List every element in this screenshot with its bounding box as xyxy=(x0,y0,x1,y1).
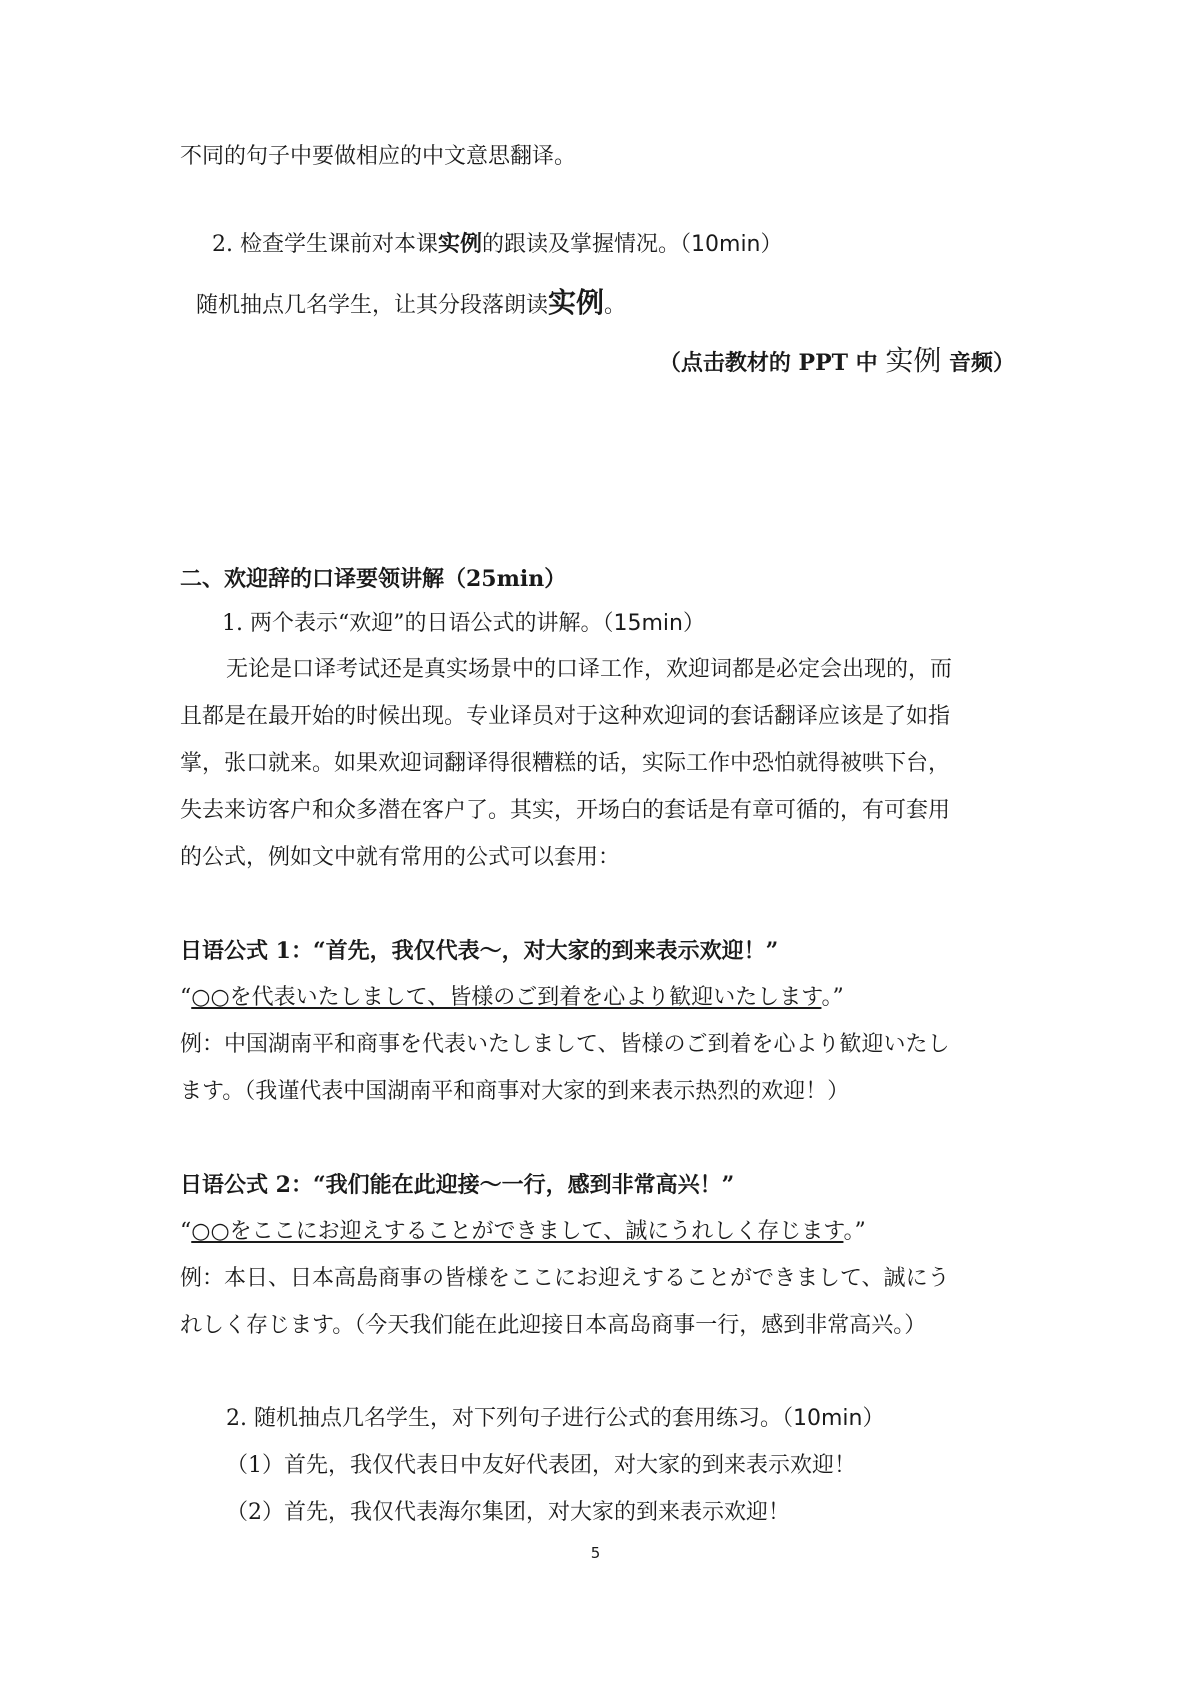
formula-1-example-line: 例：中国湖南平和商事を代表いたしまして、皆様のご到着を心より歓迎いたし xyxy=(180,1032,950,1057)
formula-1-japanese-text: ○○を代表いたしまして、皆様のご到着を心より歓迎いたします xyxy=(191,985,822,1010)
ppt-audio-note-keyword: 实例 xyxy=(885,344,942,377)
paragraph-continuation: 不同的句子中要做相应的中文意思翻译。 xyxy=(180,144,577,169)
formula-1-open-quote: “ xyxy=(180,985,192,1010)
paragraph-line: 无论是口译考试还是真实场景中的口译工作，欢迎词都是必定会出现的，而 xyxy=(226,657,953,682)
exercise-item: （1）首先，我仅代表日中友好代表团，对大家的到来表示欢迎！ xyxy=(226,1453,856,1478)
formula-2-japanese-text: ○○をここにお迎えすることができまして、誠にうれしく存じます xyxy=(191,1219,844,1244)
item-practice xyxy=(226,1404,885,1434)
formula-2-example-line: 例：本日、日本高島商事の皆様をここにお迎えすることができまして、誠にう xyxy=(180,1266,950,1291)
paragraph-line: 的公式，例如文中就有常用的公式可以套用： xyxy=(180,845,621,870)
formula-2-title: 日语公式 2：“我们能在此迎接～一行，感到非常高兴！” xyxy=(180,1172,735,1198)
item-check-reading-close: ） xyxy=(760,232,783,257)
item-check-reading-text: 2. 检查学生课前对本课 xyxy=(212,232,438,257)
random-reading-text: 随机抽点几名学生，让其分段落朗读 xyxy=(196,293,549,318)
section-heading: 二、欢迎辞的口译要领讲解（25min） xyxy=(180,566,567,592)
item-formulas-explanation xyxy=(222,609,705,639)
formula-1-title: 日语公式 1：“首先，我仅代表～，对大家的到来表示欢迎！” xyxy=(180,938,779,964)
item-practice-duration: 10min xyxy=(793,1406,863,1431)
item-check-reading xyxy=(212,230,783,260)
paragraph-line: 掌，张口就来。如果欢迎词翻译得很糟糕的话，实际工作中恐怕就得被哄下台， xyxy=(180,751,951,776)
formula-2-open-quote: “ xyxy=(180,1219,192,1244)
item-practice-text: 2. 随机抽点几名学生，对下列句子进行公式的套用练习。（ xyxy=(226,1406,793,1431)
formula-1-japanese xyxy=(180,983,844,1013)
random-reading-end: 。 xyxy=(604,293,627,318)
random-reading-instruction xyxy=(196,288,626,321)
item-check-reading-rest: 的跟读及掌握情况。（ xyxy=(482,232,692,257)
paragraph-line: 且都是在最开始的时候出现。专业译员对于这种欢迎词的套话翻译应该是了如指 xyxy=(180,704,951,729)
page-number: 5 xyxy=(590,1544,601,1562)
item-formulas-duration: 15min xyxy=(613,611,683,636)
random-reading-keyword: 实例 xyxy=(548,286,605,319)
exercise-item: （2）首先，我仅代表海尔集团，对大家的到来表示欢迎！ xyxy=(226,1500,790,1525)
item-check-reading-duration: 10min xyxy=(691,232,761,257)
formula-1-close-quote: 。” xyxy=(821,985,844,1010)
ppt-audio-note xyxy=(659,346,1015,378)
formula-2-example-line: れしく存じます。（今天我们能在此迎接日本高岛商事一行，感到非常高兴。） xyxy=(180,1313,927,1338)
formula-1-example-line: ます。（我谨代表中国湖南平和商事对大家的到来表示热烈的欢迎！） xyxy=(180,1079,850,1104)
formula-2-close-quote: 。” xyxy=(843,1219,866,1244)
item-check-reading-keyword: 实例 xyxy=(437,232,482,257)
paragraph-line: 失去来访客户和众多潜在客户了。其实，开场白的套话是有章可循的，有可套用 xyxy=(180,798,951,823)
item-formulas-close: ） xyxy=(682,611,705,636)
formula-2-japanese xyxy=(180,1217,866,1247)
ppt-audio-note-text: （点击教材的 PPT 中 xyxy=(658,350,886,376)
item-practice-close: ） xyxy=(862,1406,885,1431)
ppt-audio-note-end: 音频） xyxy=(941,350,1015,376)
item-formulas-text: 1. 两个表示“欢迎”的日语公式的讲解。（ xyxy=(222,611,614,636)
